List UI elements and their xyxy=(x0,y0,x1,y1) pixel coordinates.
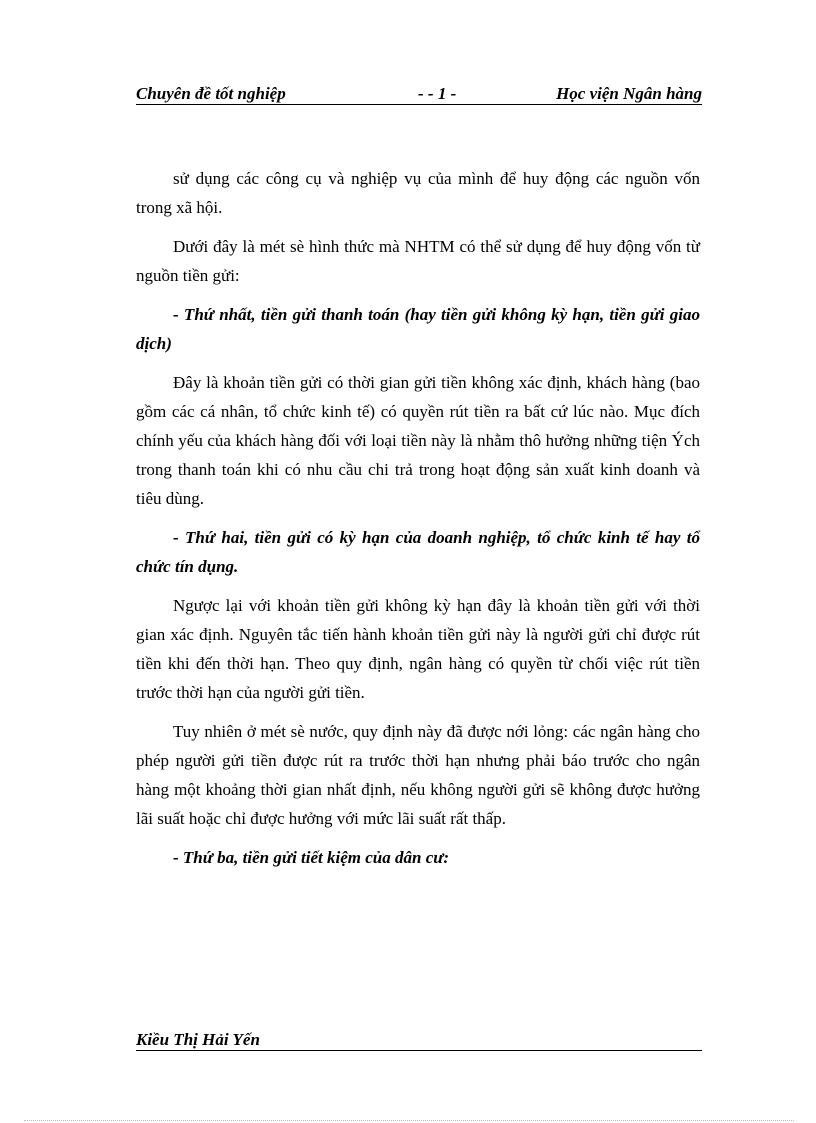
paragraph: Tuy nhiên ở mét sè nước, quy định này đã được nới lỏng: các ngân hàng cho phép người gửi tiền được rút ra trước thời hạn nhưng phải báo trước cho ngân hàng một khoảng thời gian nhất định, nếu không người gửi sẽ không được hưởng lãi suất hoặc chỉ được hưởng với mức lãi suất rất thấp. xyxy=(136,722,700,828)
section-heading: - Thứ nhất, tiền gửi thanh toán (hay tiền gửi không kỳ hạn, tiền gửi giao dịch) xyxy=(136,305,700,353)
document-body xyxy=(136,164,700,882)
footer-author: Kiều Thị Hải Yến xyxy=(136,1030,260,1049)
header-institution: Học viện Ngân hàng xyxy=(556,84,702,103)
page-footer xyxy=(136,1030,702,1051)
paragraph: Đây là khoản tiền gửi có thời gian gửi tiền không xác định, khách hàng (bao gồm các cá nhân, tổ chức kinh tế) có quyền rút tiền ra bất cứ lúc nào. Mục đích chính yếu của khách hàng đối với loại tiền này là nhằm thô hưởng những tiện Ých trong thanh toán khi có nhu cầu chi trả trong hoạt động sản xuất kinh doanh và tiêu dùng. xyxy=(136,373,700,508)
paragraph: Dưới đây là mét sè hình thức mà NHTM có thể sử dụng để huy động vốn từ nguồn tiền gửi: xyxy=(136,237,700,285)
page-bottom-divider xyxy=(24,1120,794,1121)
page-number: - - 1 - xyxy=(418,84,457,103)
section-heading: - Thứ ba, tiền gửi tiết kiệm của dân cư: xyxy=(173,848,450,867)
paragraph: sử dụng các công cụ và nghiệp vụ của mình để huy động các nguồn vốn trong xã hội. xyxy=(136,169,700,217)
paragraph: Ngược lại với khoản tiền gửi không kỳ hạn đây là khoản tiền gửi với thời gian xác định. Nguyên tắc tiến hành khoản tiền gửi này là người gửi chỉ được rút tiền khi đến thời hạn. Theo quy định, ngân hàng có quyền từ chối việc rút tiền trước thời hạn của người gửi tiền. xyxy=(136,596,700,702)
header-title: Chuyên đề tốt nghiệp xyxy=(136,84,286,103)
page-header xyxy=(136,84,702,105)
section-heading: - Thứ hai, tiền gửi có kỳ hạn của doanh nghiệp, tổ chức kinh tế hay tổ chức tín dụng. xyxy=(136,528,700,576)
